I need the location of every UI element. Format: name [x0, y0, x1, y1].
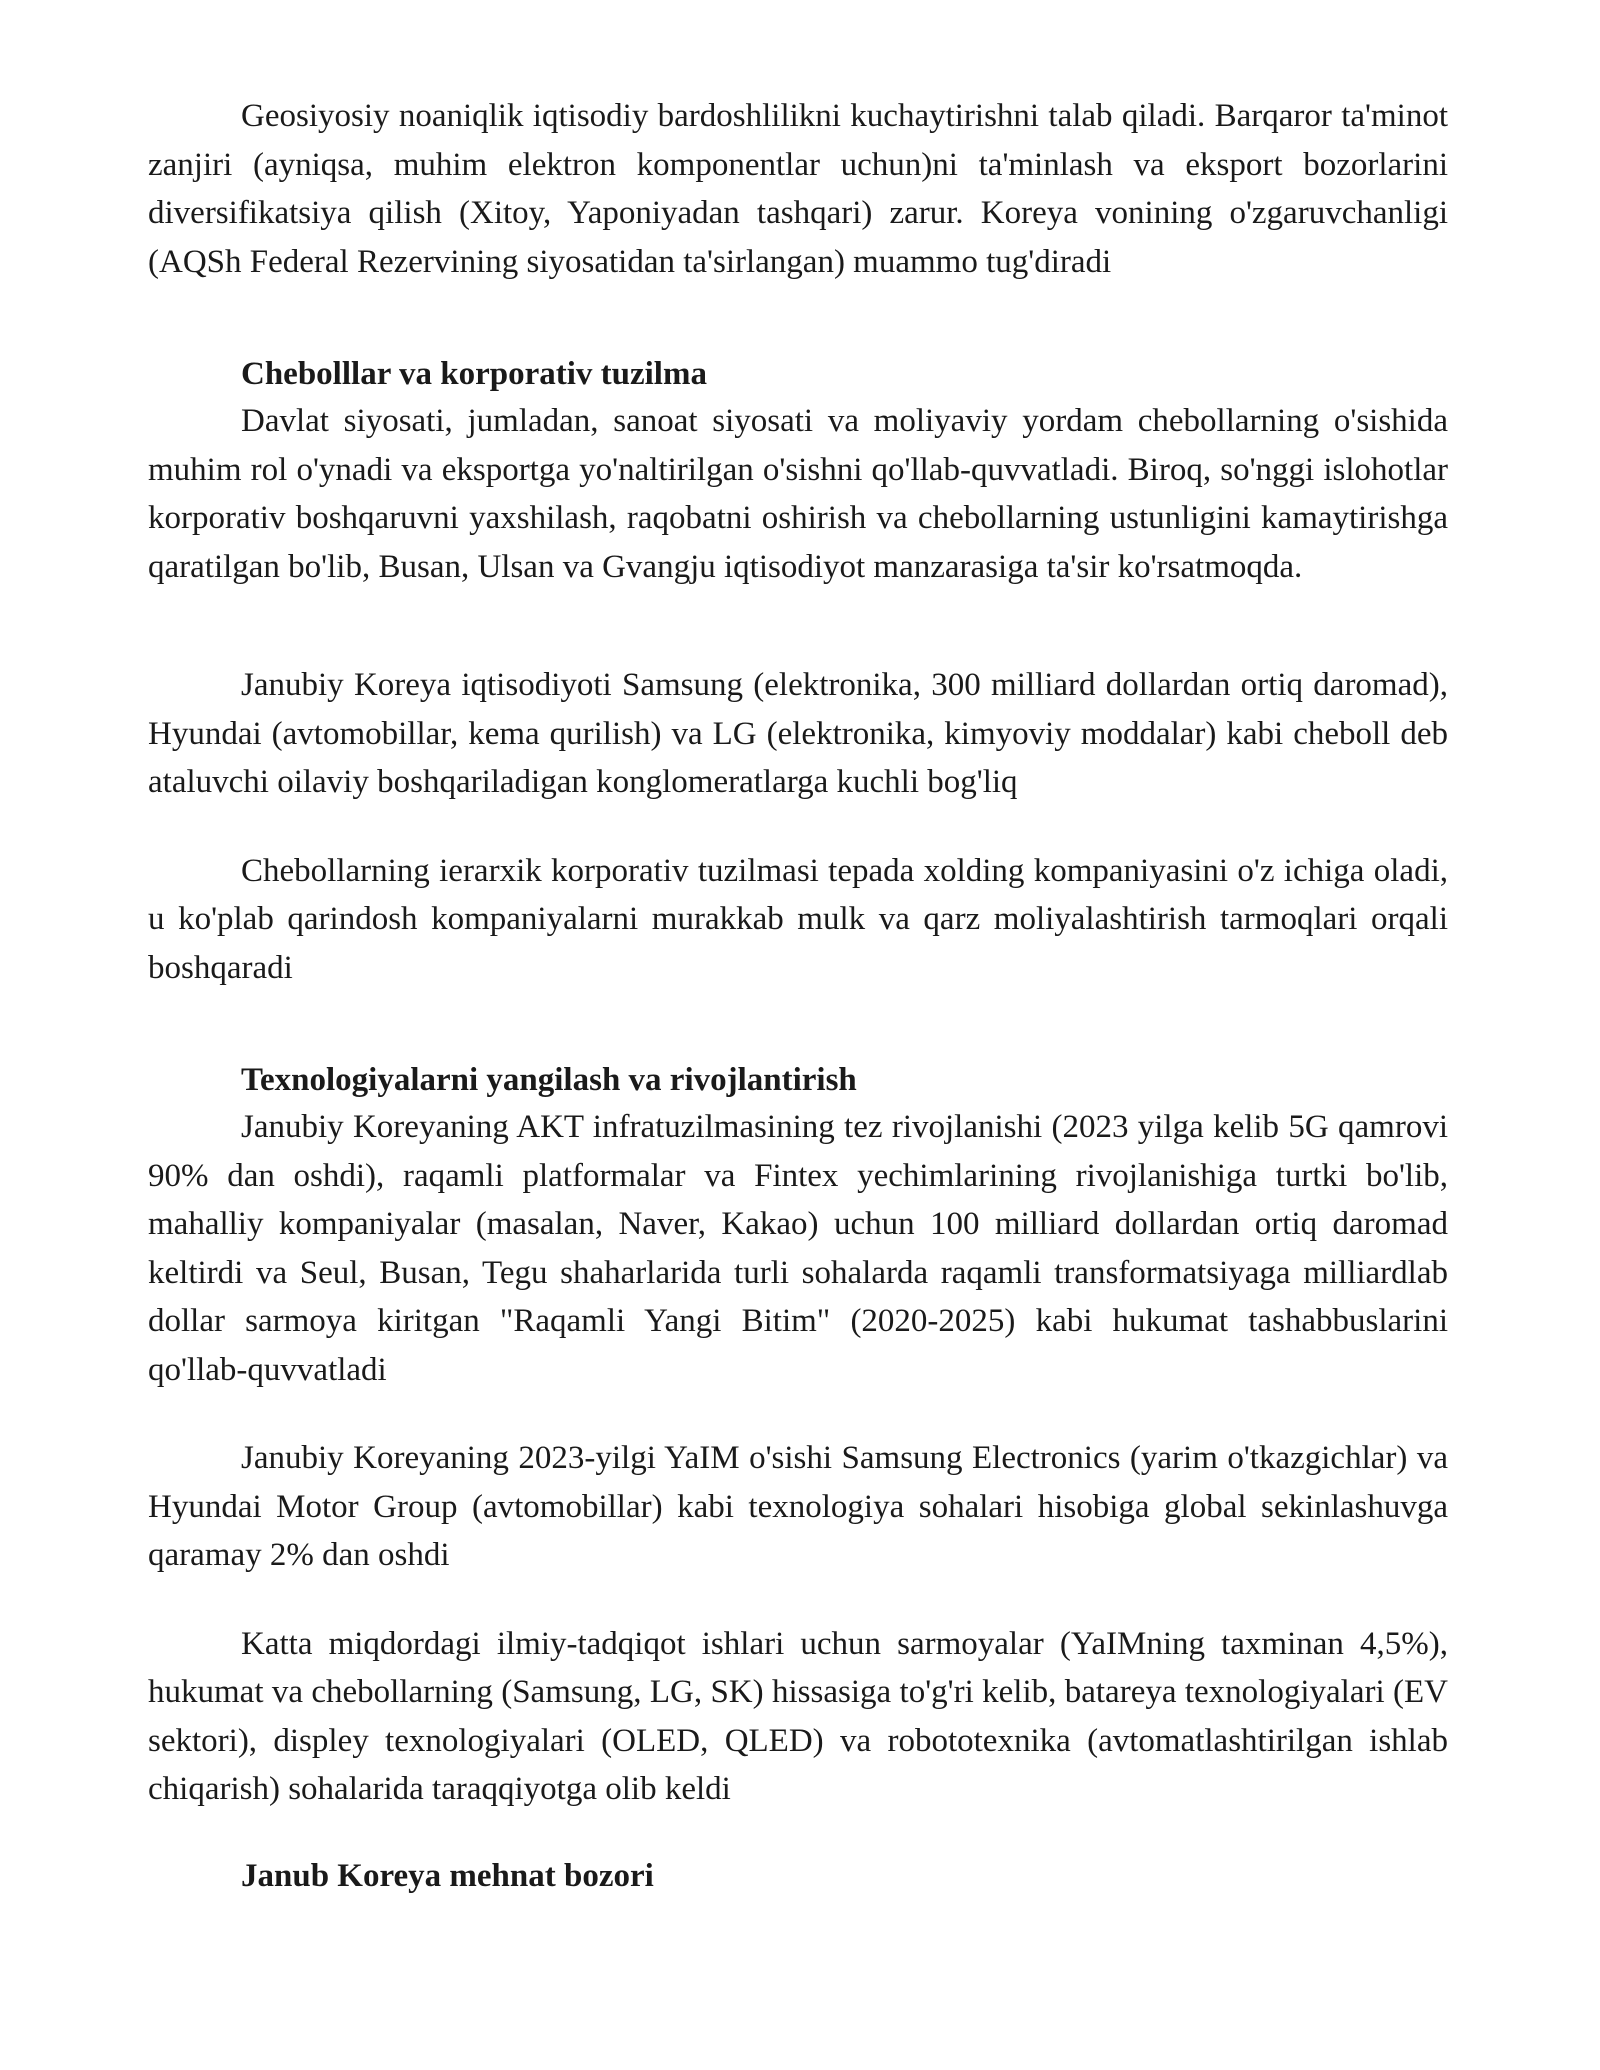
heading-technology: Texnologiyalarni yangilash va rivojlantirish	[241, 1062, 857, 1098]
paragraph-gdp-growth: Janubiy Koreyaning 2023-yilgi YaIM o'sishi Samsung Electronics (yarim o'tkazgichlar) va Hyundai Motor Group (avtomobillar) kabi texnologiya sohalari hisobiga global sekinlashuvga qaramay 2% dan oshdi	[148, 1440, 1448, 1573]
paragraph-spacer	[148, 807, 1448, 847]
paragraph-spacer	[148, 286, 1448, 352]
paragraph-geopolitics: Geosiyosiy noaniqlik iqtisodiy bardoshlilikni kuchaytirishni talab qiladi. Barqaror ta'minot zanjiri (ayniqsa, muhim elektron komponentlar uchun)ni ta'minlash va eksport bozorlarini diversifikatsiya qilish (Xitoy, Yaponiyadan tashqari) zarur. Koreya vonining o'zgaruvchanligi (AQSh Federal Rezervining siyosatidan ta'sirlangan) muammo tug'diradi	[148, 98, 1448, 280]
paragraph-ict: Janubiy Koreyaning AKT infratuzilmasining tez rivojlanishi (2023 yilga kelib 5G qamrovi 90% dan oshdi), raqamli platformalar va Fintex yechimlarining rivojlanishiga turtki bo'lib, mahalliy kompaniyalar (masalan, Naver, Kakao) uchun 100 milliard dollardan ortiq daromad keltirdi va Seul, Busan, Tegu shaharlarida turli sohalarda raqamli transformatsiyaga milliardlab dollar sarmoya kiritgan "Raqamli Yangi Bitim" (2020-2025) kabi hukumat tashabbuslarini qo'llab-quvvatladi	[148, 1109, 1448, 1388]
paragraph-spacer	[148, 1814, 1448, 1854]
paragraph-hierarchy: Chebollarning ierarxik korporativ tuzilmasi tepada xolding kompaniyasini o'z ichiga oladi, u ko'plab qarindosh kompaniyalarni murakkab mulk va qarz moliyalashtirish tarmoqlari orqali boshqaradi	[148, 852, 1448, 986]
paragraph-spacer	[148, 591, 1448, 661]
paragraph-spacer	[148, 992, 1448, 1058]
paragraph-korean-economy: Janubiy Koreya iqtisodiyoti Samsung (elektronika, 300 milliard dollardan ortiq daromad), Hyundai (avtomobillar, kema qurilish) va LG (elektronika, kimyoviy moddalar) kabi cheboll deb ataluvchi oilaviy boshqariladigan konglomeratlarga kuchli bog'liq	[148, 667, 1448, 800]
heading-chaebols: Chebolllar va korporativ tuzilma	[241, 356, 707, 392]
paragraph-rnd: Katta miqdordagi ilmiy-tadqiqot ishlari uchun sarmoyalar (YaIMning taxminan 4,5%), hukumat va chebollarning (Samsung, LG, SK) hissasiga to'g'ri kelib, batareya texnologiyalari (EV sektori), displey texnologiyalari (OLED, QLED) va robototexnika (avtomatlashtirilgan ishlab chiqarish) sohalarida taraqqiyotga olib keldi	[148, 1625, 1448, 1807]
heading-labor-market: Janub Koreya mehnat bozori	[241, 1857, 654, 1894]
paragraph-spacer	[148, 1394, 1448, 1434]
paragraph-state-policy: Davlat siyosati, jumladan, sanoat siyosati va moliyaviy yordam chebollarning o'sishida muhim rol o'ynadi va eksportga yo'naltirilgan o'sishni qo'llab-quvvatladi. Biroq, so'nggi islohotlar korporativ boshqaruvni yaxshilash, raqobatni oshirish va chebollarning ustunligini kamaytirishga qaratilgan bo'lib, Busan, Ulsan va Gvangju iqtisodiyot manzarasiga ta'sir ko'rsatmoqda.	[148, 403, 1448, 585]
paragraph-spacer	[148, 1580, 1448, 1620]
document-page	[148, 92, 1448, 1899]
